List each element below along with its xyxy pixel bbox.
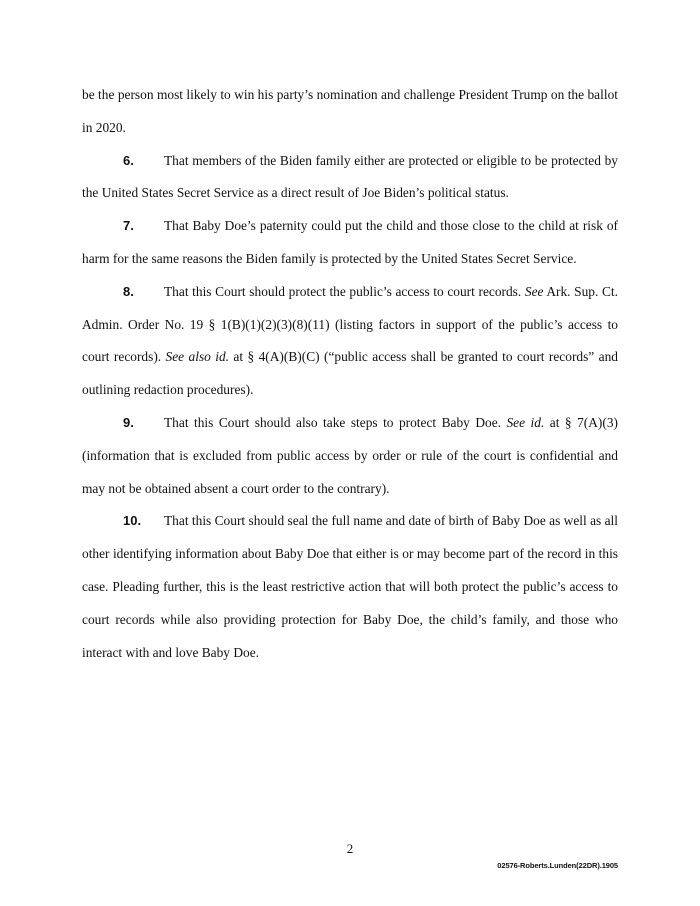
paragraph-continued bbox=[82, 79, 618, 145]
paragraph-text: That this Court should also take steps to protect Baby Doe. bbox=[164, 414, 507, 430]
document-body bbox=[82, 79, 618, 669]
paragraph-number: 8. bbox=[123, 283, 134, 299]
citation-signal: See bbox=[524, 283, 544, 299]
paragraph-text: That this Court should seal the full name and date of birth of Baby Doe as well as all other identifying information about Baby Doe that either is or may become part of the record in this case. Pleading further, this is the least restrictive action that will both protect the public’s access to court records while also providing protection for Baby Doe, the child’s family, and those who interact with and love Baby Doe. bbox=[82, 513, 618, 660]
citation-signal: See id. bbox=[506, 414, 545, 430]
paragraph-10 bbox=[82, 505, 618, 669]
paragraph-8 bbox=[82, 276, 618, 407]
paragraph-continued-text: be the person most likely to win his party’s nomination and challenge President Trump on the ballot in 2020. bbox=[82, 87, 618, 135]
citation-signal: See also id. bbox=[165, 349, 230, 365]
page-number: 2 bbox=[346, 841, 354, 856]
paragraph-6 bbox=[82, 145, 618, 211]
paragraph-text: at § 4(A)(B)(C) (“public access shall be granted to court records” and outlining redaction procedures). bbox=[82, 349, 618, 398]
paragraph-text: Ark. Sup. Ct. Admin. Order No. 19 § 1(B)(1)(2)(3)(8)(11) (listing factors in support of the public’s access to court records). bbox=[82, 283, 618, 365]
document-id: 02576-Roberts.Lunden(22DR).1905 bbox=[497, 861, 618, 870]
paragraph-text: That Baby Doe’s paternity could put the child and those close to the child at risk of harm for the same reasons the Biden family is protected by the United States Secret Service. bbox=[82, 218, 618, 266]
paragraph-number: 7. bbox=[123, 218, 134, 234]
paragraph-number: 9. bbox=[123, 414, 134, 430]
paragraph-text: at § 7(A)(3) (information that is excluded from public access by order or rule of the court is confidential and may not be obtained absent a court order to the contrary). bbox=[82, 414, 618, 496]
paragraph-7 bbox=[82, 210, 618, 276]
paragraph-text: That this Court should protect the public’s access to court records. bbox=[164, 283, 525, 299]
paragraph-number: 6. bbox=[123, 152, 134, 168]
paragraph-text: That members of the Biden family either are protected or eligible to be protected by the United States Secret Service as a direct result of Joe Biden’s political status. bbox=[82, 152, 618, 201]
paragraph-9 bbox=[82, 407, 618, 505]
paragraph-number: 10. bbox=[123, 513, 142, 529]
